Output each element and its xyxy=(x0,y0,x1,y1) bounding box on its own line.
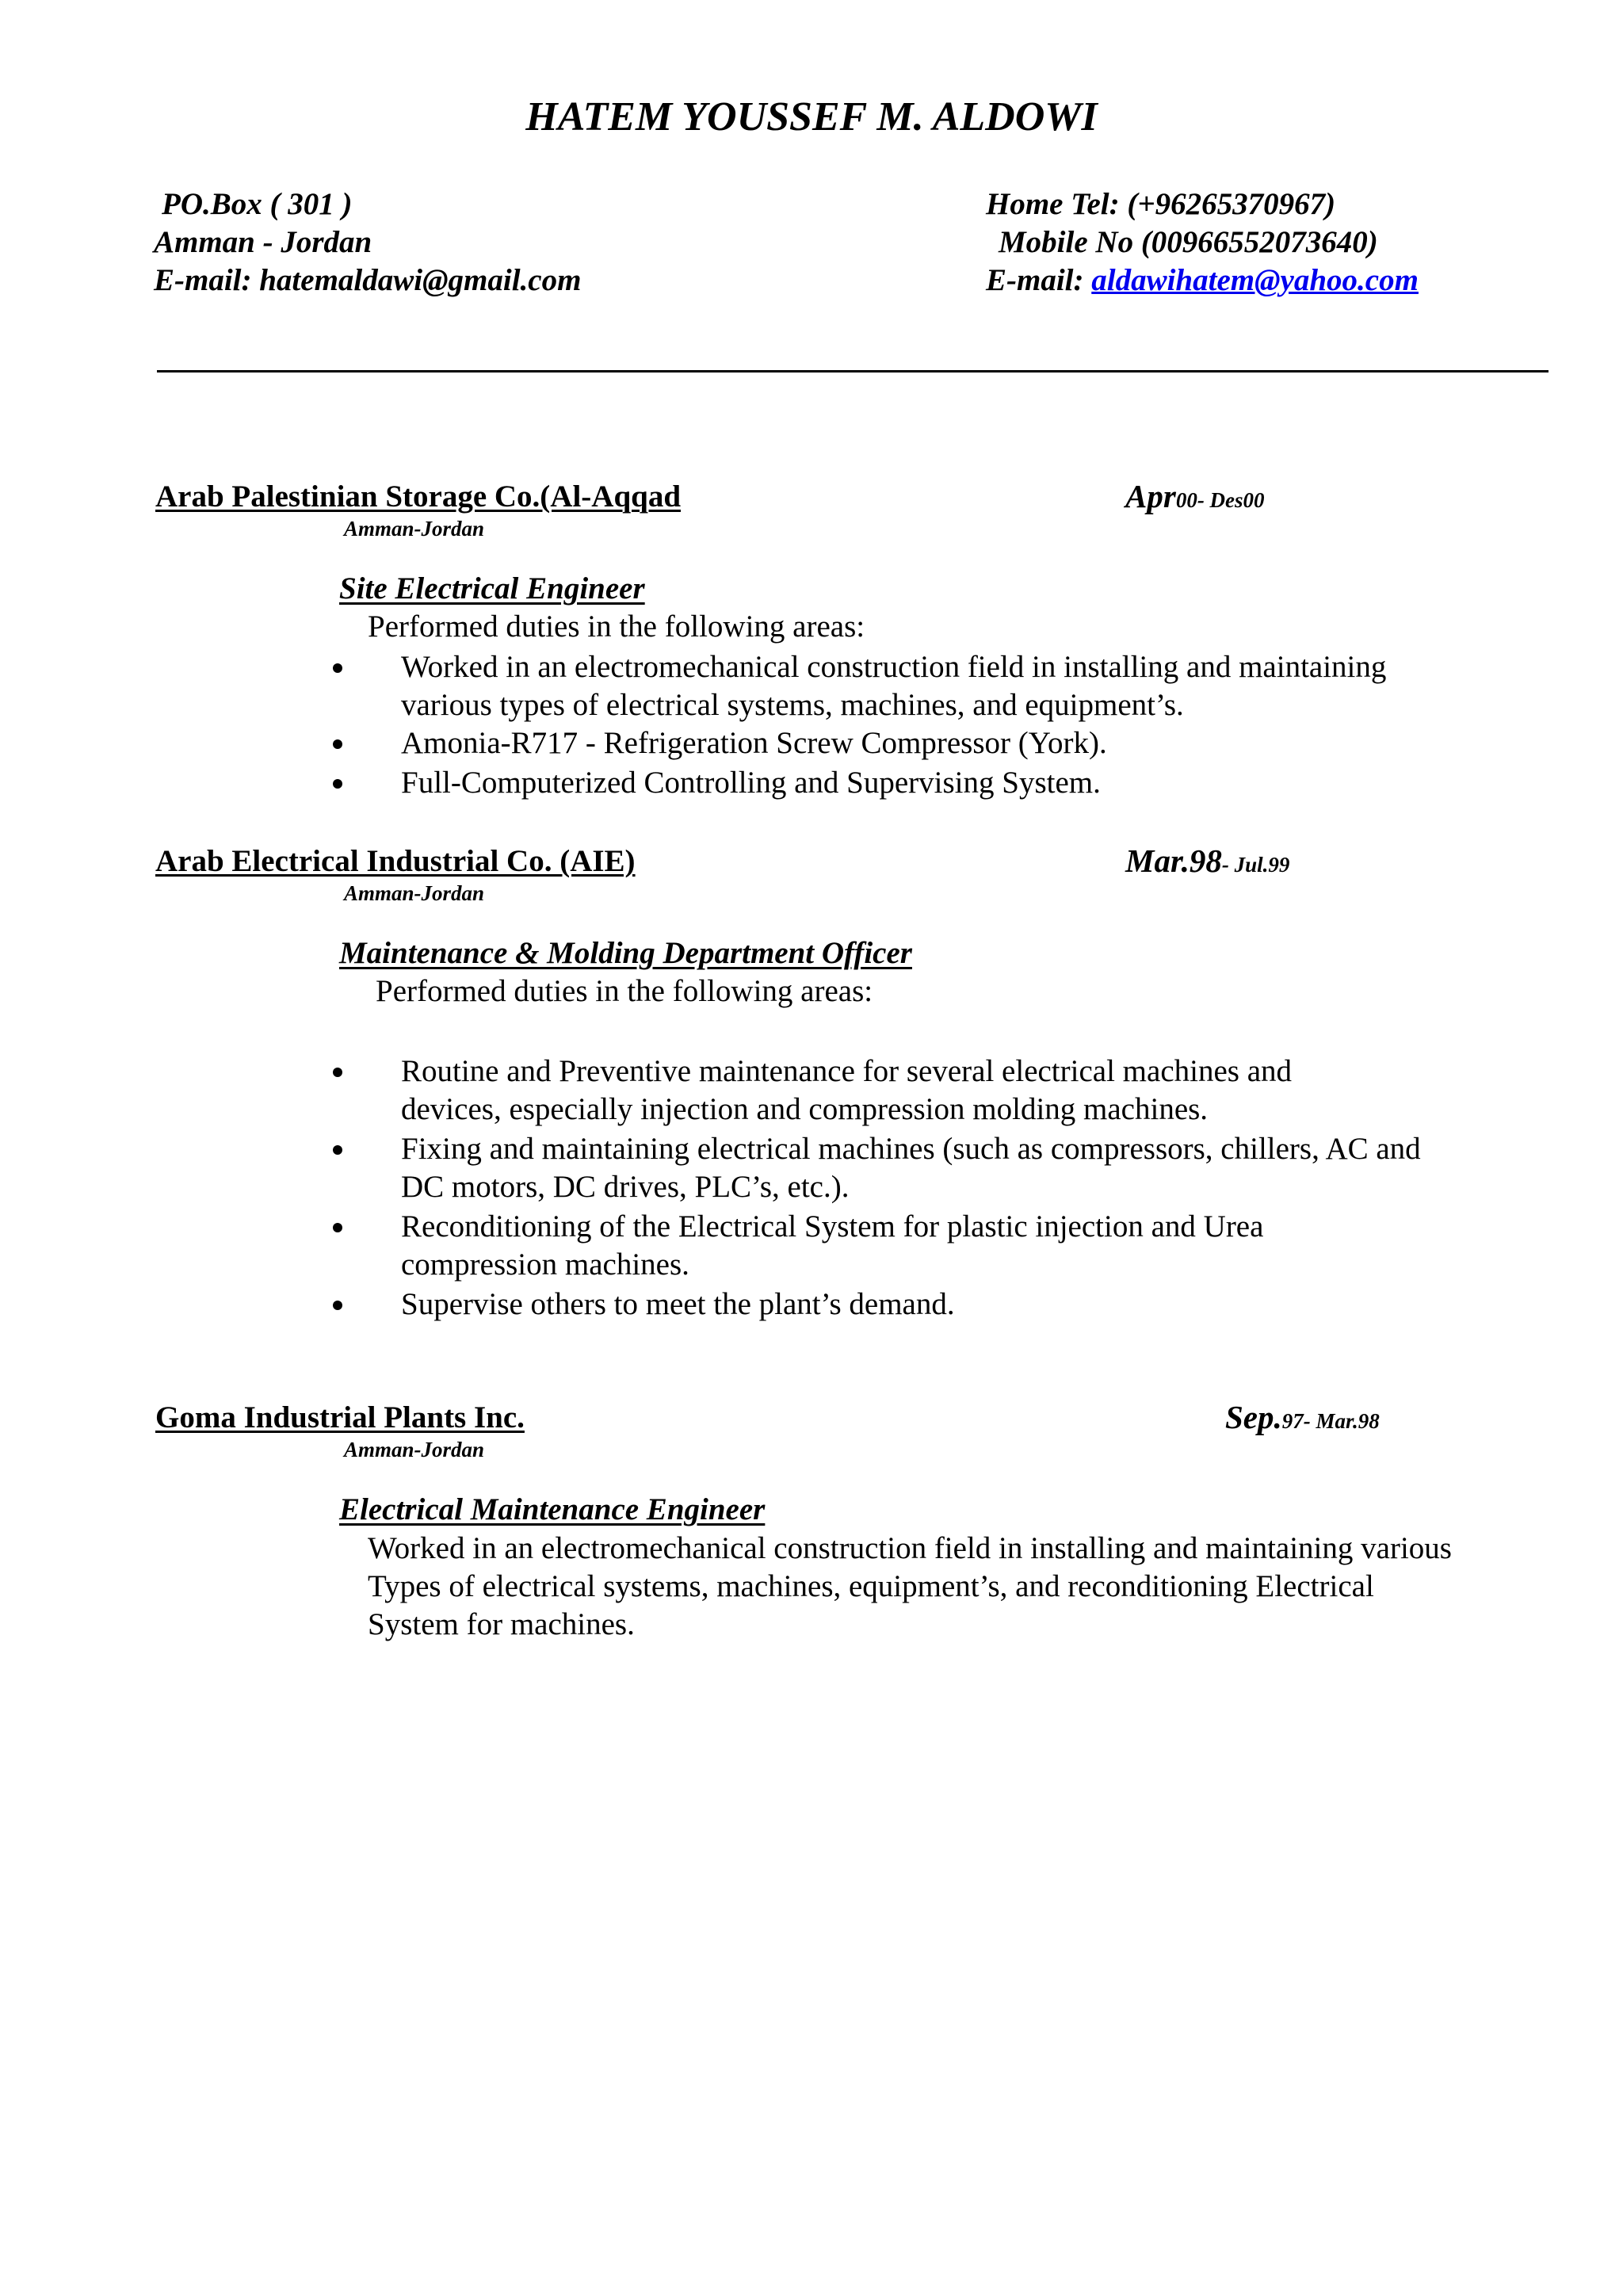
job-location: Amman-Jordan xyxy=(344,1438,485,1461)
list-item: Amonia-R717 - Refrigeration Screw Compressor (York). xyxy=(401,726,1107,760)
date-start: Mar.98 xyxy=(1125,842,1222,879)
job-role: Site Electrical Engineer xyxy=(339,571,645,606)
job-location: Amman-Jordan xyxy=(344,881,485,905)
company-name: Arab Palestinian Storage Co.(Al-Aqqad xyxy=(155,479,682,514)
company-name: Arab Electrical Industrial Co. (AIE) xyxy=(155,844,636,878)
job-intro: Performed duties in the following areas: xyxy=(376,974,873,1008)
job-dates xyxy=(1125,842,1289,880)
date-range: - Jul.99 xyxy=(1221,853,1290,877)
bullet-icon xyxy=(333,1068,342,1077)
bullet-icon xyxy=(333,1301,342,1310)
bullet-icon xyxy=(333,663,342,673)
header-divider xyxy=(157,370,1549,372)
job-dates xyxy=(1225,1398,1380,1436)
list-item: Supervise others to meet the plant’s demand. xyxy=(401,1287,955,1321)
job-role: Electrical Maintenance Engineer xyxy=(339,1492,766,1526)
pobox: PO.Box ( 301 ) xyxy=(162,187,353,221)
email-label: E-mail: xyxy=(986,263,1092,297)
mobile: Mobile No (00966552073640) xyxy=(999,225,1378,259)
list-item: Worked in an electromechanical construction field in installing and maintaining various types of electrical systems, machines, and equipment’s. xyxy=(401,650,1387,722)
list-item: Fixing and maintaining electrical machines (such as compressors, chillers, AC and DC motors, DC drives, PLC’s, etc.). xyxy=(401,1132,1421,1204)
date-start: Apr xyxy=(1125,478,1176,514)
date-range: 00- Des00 xyxy=(1175,488,1265,512)
job-description: Worked in an electromechanical construction field in installing and maintaining various Types of electrical systems, machines, equipment’s, and reconditioning Electrical System for machines. xyxy=(368,1531,1452,1641)
job-dates xyxy=(1125,477,1265,515)
job-intro: Performed duties in the following areas: xyxy=(368,609,865,644)
email-primary: E-mail: hatemaldawi@gmail.com xyxy=(154,263,582,297)
job-location: Amman-Jordan xyxy=(344,517,485,541)
email-secondary xyxy=(986,262,1419,300)
bullet-icon xyxy=(333,739,342,749)
list-item: Routine and Preventive maintenance for several electrical machines and devices, especially injection and compression molding machines. xyxy=(401,1054,1293,1126)
list-item: Full-Computerized Controlling and Supervising System. xyxy=(401,766,1101,800)
date-range: 97- Mar.98 xyxy=(1281,1409,1380,1433)
bullet-icon xyxy=(333,1145,342,1155)
company-name: Goma Industrial Plants Inc. xyxy=(155,1400,525,1435)
bullet-icon xyxy=(333,1223,342,1232)
date-start: Sep. xyxy=(1225,1399,1282,1435)
city: Amman - Jordan xyxy=(154,225,372,259)
bullet-icon xyxy=(333,779,342,789)
resume-name: HATEM YOUSSEF M. ALDOWI xyxy=(525,94,1098,139)
list-item: Reconditioning of the Electrical System for plastic injection and Urea compression machines. xyxy=(401,1209,1264,1282)
email-link[interactable]: aldawihatem@yahoo.com xyxy=(1091,263,1419,297)
job-role: Maintenance & Molding Department Officer xyxy=(339,936,912,970)
home-tel: Home Tel: (+96265370967) xyxy=(986,187,1336,221)
